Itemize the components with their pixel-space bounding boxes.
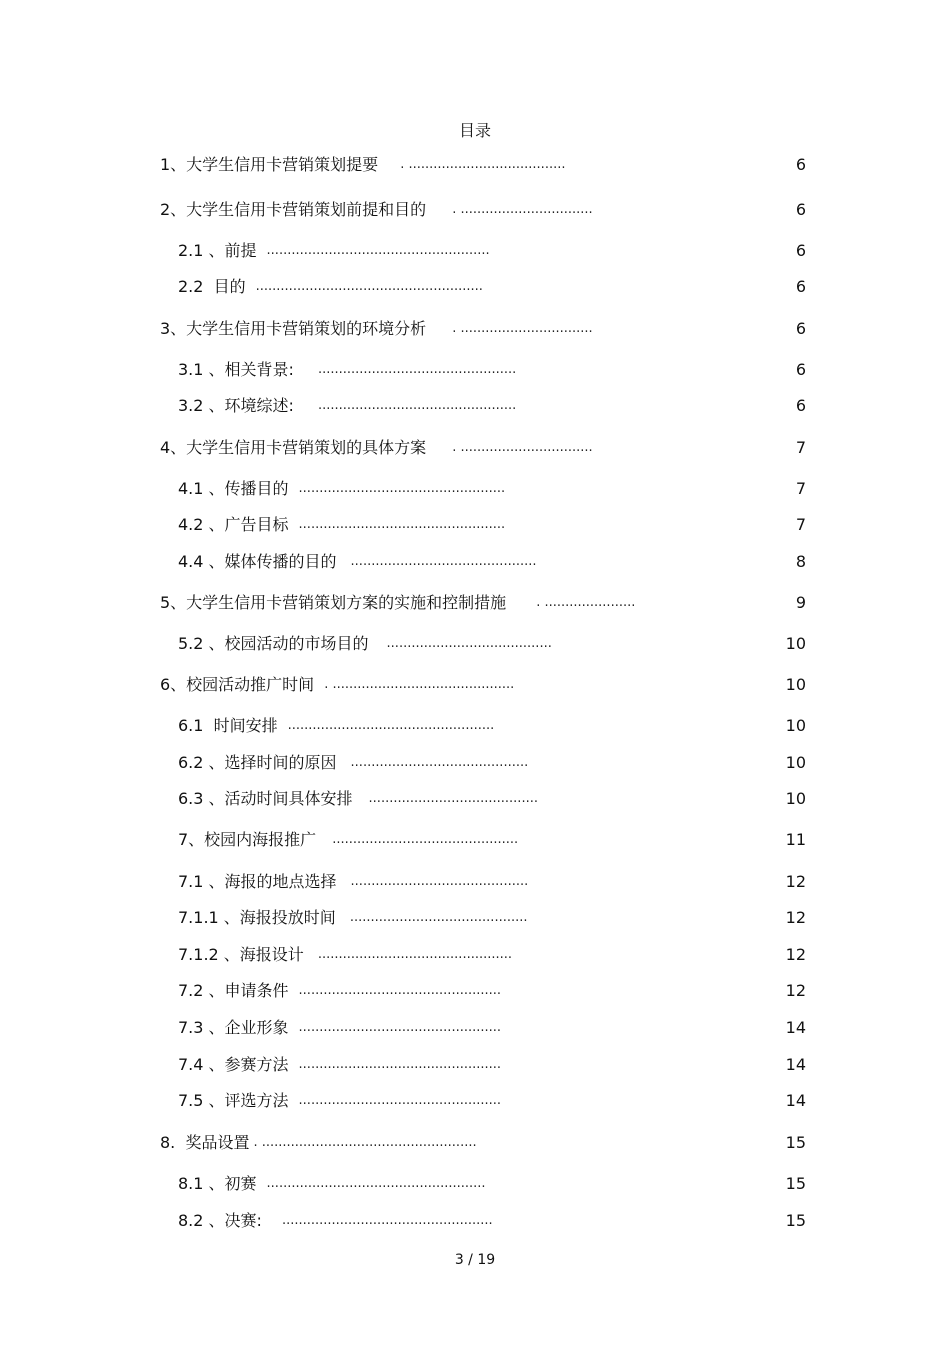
toc-entry-label: 6、校园活动推广时间 [160, 675, 315, 694]
toc-entry-page-number: 6 [795, 155, 806, 174]
toc-entry-leader-dots: . ................................ [452, 202, 593, 217]
toc-entry-page-number: 10 [785, 753, 806, 772]
toc-entry[interactable] [178, 943, 806, 967]
toc-entry-label: 3.2 、环境综述: [178, 396, 294, 415]
toc-entry-label: 6.1 时间安排 [178, 716, 278, 735]
toc-entry[interactable] [178, 275, 806, 299]
toc-entry-leader-dots: . .................................................... [253, 1135, 477, 1150]
toc-entry-label: 7.5 、评选方法 [178, 1091, 289, 1110]
toc-entry-leader-dots: . ............................................ [324, 677, 515, 692]
toc-entry-leader-dots: ......................................... [368, 791, 538, 806]
toc-entry-page-number: 12 [785, 981, 806, 1000]
toc-entry-page-number: 9 [795, 593, 806, 612]
toc-entry-page-number: 14 [785, 1091, 806, 1110]
toc-entry-page-number: 10 [785, 675, 806, 694]
toc-entry-page-number: 6 [795, 277, 806, 296]
toc-entry-leader-dots: ............................................... [317, 947, 513, 962]
toc-entry[interactable] [160, 1131, 806, 1155]
toc-entry[interactable] [178, 1053, 806, 1077]
toc-entry-page-number: 15 [785, 1211, 806, 1230]
toc-entry-leader-dots: ........................................... [350, 874, 529, 889]
toc-entry[interactable] [178, 1016, 806, 1040]
toc-entry-leader-dots: ............................................. [350, 554, 537, 569]
toc-entry-leader-dots: .................................................. [298, 481, 506, 496]
toc-entry-label: 7、校园内海报推广 [178, 830, 317, 849]
toc-entry-page-number: 6 [795, 200, 806, 219]
toc-entry[interactable] [178, 751, 806, 775]
toc-entry[interactable] [178, 828, 806, 852]
toc-entry-leader-dots: ................................................. [298, 983, 502, 998]
toc-entry[interactable] [178, 787, 806, 811]
toc-entry-leader-dots: .................................................. [287, 718, 495, 733]
toc-entry-page-number: 15 [785, 1174, 806, 1193]
toc-entry[interactable] [160, 153, 806, 177]
toc-entry[interactable] [178, 1209, 806, 1233]
toc-entry-label: 7.2 、申请条件 [178, 981, 289, 1000]
toc-entry-page-number: 12 [785, 908, 806, 927]
toc-entry-leader-dots: ................................................ [317, 398, 517, 413]
toc-entry-label: 4、大学生信用卡营销策划的具体方案 [160, 438, 427, 457]
toc-entry[interactable] [160, 317, 806, 341]
toc-entry-label: 3.1 、相关背景: [178, 360, 294, 379]
toc-entry-leader-dots: ............................................. [332, 832, 519, 847]
toc-entry-page-number: 10 [785, 789, 806, 808]
toc-entry-label: 5.2 、校园活动的市场目的 [178, 634, 369, 653]
toc-entry[interactable] [178, 358, 806, 382]
toc-entry-label: 7.1 、海报的地点选择 [178, 872, 337, 891]
toc-entry[interactable] [160, 436, 806, 460]
toc-entry[interactable] [178, 870, 806, 894]
toc-entry-leader-dots: ........................................... [350, 755, 529, 770]
toc-entry-label: 6.3 、活动时间具体安排 [178, 789, 353, 808]
toc-entry-leader-dots: ....................................................... [255, 279, 483, 294]
toc-entry-page-number: 8 [795, 552, 806, 571]
toc-entry[interactable] [178, 239, 806, 263]
toc-entry-page-number: 10 [785, 634, 806, 653]
toc-entry[interactable] [178, 513, 806, 537]
toc-entry-page-number: 7 [795, 438, 806, 457]
toc-entry[interactable] [178, 906, 806, 930]
toc-entry[interactable] [178, 632, 806, 656]
toc-entry-page-number: 6 [795, 396, 806, 415]
toc-entry-label: 8. 奖品设置 [160, 1133, 250, 1152]
toc-entry-label: 1、大学生信用卡营销策划提要 [160, 155, 379, 174]
toc-entry-page-number: 15 [785, 1133, 806, 1152]
toc-entry-label: 4.1 、传播目的 [178, 479, 289, 498]
toc-entry[interactable] [178, 477, 806, 501]
toc-entry-leader-dots: ................................................. [298, 1093, 502, 1108]
toc-entry[interactable] [160, 673, 806, 697]
toc-entry-label: 2.1 、前提 [178, 241, 257, 260]
toc-entry-leader-dots: ..................................................... [266, 1176, 486, 1191]
toc-entry-page-number: 10 [785, 716, 806, 735]
toc-entry-leader-dots: . ................................ [452, 440, 593, 455]
toc-entry-leader-dots: ................................................ [317, 362, 517, 377]
toc-entry-page-number: 14 [785, 1055, 806, 1074]
toc-entry-label: 4.2 、广告目标 [178, 515, 289, 534]
toc-entry-label: 8.2 、决赛: [178, 1211, 262, 1230]
toc-entry-leader-dots: . ...................................... [400, 157, 566, 172]
toc-entry[interactable] [160, 198, 806, 222]
toc-entry[interactable] [160, 591, 806, 615]
toc-entry-leader-dots: ................................................. [298, 1057, 502, 1072]
toc-entry-page-number: 6 [795, 241, 806, 260]
toc-entry-leader-dots: . ................................ [452, 321, 593, 336]
toc-entry-label: 7.1.2 、海报设计 [178, 945, 304, 964]
toc-entry-leader-dots: ................................................... [281, 1213, 493, 1228]
toc-entry-leader-dots: .................................................. [298, 517, 506, 532]
toc-entry-leader-dots: ...................................................... [266, 243, 490, 258]
toc-entry-label: 2、大学生信用卡营销策划前提和目的 [160, 200, 427, 219]
toc-entry-leader-dots: ........................................... [349, 910, 528, 925]
toc-entry-label: 7.3 、企业形象 [178, 1018, 289, 1037]
toc-entry-label: 6.2 、选择时间的原因 [178, 753, 337, 772]
toc-entry-page-number: 6 [795, 319, 806, 338]
toc-entry-label: 3、大学生信用卡营销策划的环境分析 [160, 319, 427, 338]
toc-entry[interactable] [178, 714, 806, 738]
toc-entry[interactable] [178, 979, 806, 1003]
toc-entry-page-number: 7 [795, 515, 806, 534]
toc-entry-page-number: 6 [795, 360, 806, 379]
toc-entry-leader-dots: . ...................... [536, 595, 636, 610]
toc-entry-page-number: 7 [795, 479, 806, 498]
toc-entry-leader-dots: ................................................. [298, 1020, 502, 1035]
toc-entry-label: 4.4 、媒体传播的目的 [178, 552, 337, 571]
toc-entry-label: 7.1.1 、海报投放时间 [178, 908, 336, 927]
toc-entry[interactable] [178, 1172, 806, 1196]
toc-entry-label: 7.4 、参赛方法 [178, 1055, 289, 1074]
toc-entry-leader-dots: ........................................ [386, 636, 552, 651]
toc-entry-label: 8.1 、初赛 [178, 1174, 257, 1193]
toc-entry[interactable] [178, 394, 806, 418]
toc-entry-page-number: 11 [785, 830, 806, 849]
toc-entry-label: 5、大学生信用卡营销策划方案的实施和控制措施 [160, 593, 507, 612]
toc-entry[interactable] [178, 550, 806, 574]
toc-entry-page-number: 12 [785, 945, 806, 964]
toc-entry-page-number: 14 [785, 1018, 806, 1037]
toc-entry-page-number: 12 [785, 872, 806, 891]
page-number: 3 / 19 [454, 1252, 496, 1268]
toc-title: 目录 [458, 121, 491, 140]
toc-entry-label: 2.2 目的 [178, 277, 246, 296]
toc-entry[interactable] [178, 1089, 806, 1113]
